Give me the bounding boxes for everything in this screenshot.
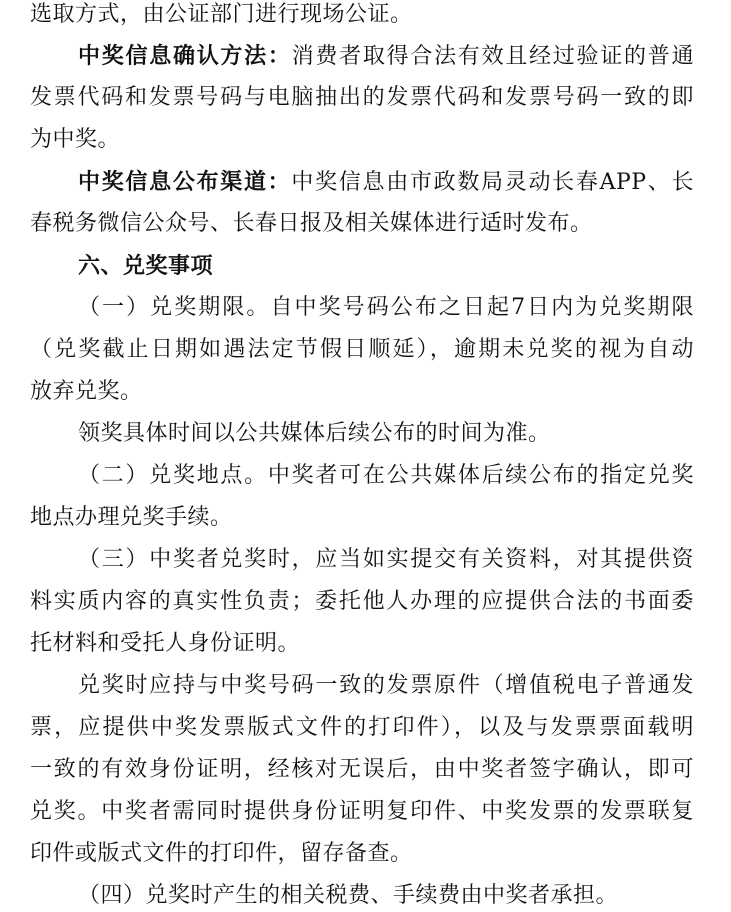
line-text: （三）中奖者兑奖时，应当如实提交有关资料，对其提供资 <box>78 547 694 572</box>
line-heading: 中奖信息确认方法： <box>78 43 292 69</box>
line-text: 料实质内容的真实性负责；委托他人办理的应提供合法的书面委 <box>30 589 694 614</box>
paragraph-line <box>78 883 694 909</box>
paragraph-line <box>30 379 694 405</box>
line-text: 兑奖时应持与中奖号码一致的发票原件（增值税电子普通发 <box>78 673 694 698</box>
paragraph-line <box>30 799 694 825</box>
paragraph-line <box>30 715 694 741</box>
paragraph-line <box>78 169 694 195</box>
line-text: （二）兑奖地点。中奖者可在公共媒体后续公布的指定兑奖 <box>78 463 694 488</box>
line-text: 一致的有效身份证明，经核对无误后，由中奖者签字确认，即可 <box>30 757 694 782</box>
line-text: （四）兑奖时产生的相关税费、手续费由中奖者承担。 <box>78 883 619 908</box>
paragraph-line <box>78 43 694 69</box>
paragraph-line <box>78 295 694 321</box>
paragraph-line <box>30 505 694 531</box>
paragraph-line <box>30 757 694 783</box>
line-text: （兑奖截止日期如遇法定节假日顺延），逾期未兑奖的视为自动 <box>30 337 694 362</box>
section-heading <box>78 253 694 279</box>
line-text: 选取方式，由公证部门进行现场公证。 <box>30 2 413 27</box>
line-text: 托材料和受托人身份证明。 <box>30 631 301 656</box>
paragraph-line <box>30 337 694 363</box>
line-text: 春税务微信公众号、长春日报及相关媒体进行适时发布。 <box>30 211 593 236</box>
paragraph-line <box>30 211 694 237</box>
paragraph-line <box>30 85 694 111</box>
paragraph-line <box>30 589 694 615</box>
line-text: 消费者取得合法有效且经过验证的普通 <box>291 44 694 69</box>
line-text: 放弃兑奖。 <box>30 379 143 404</box>
paragraph-line <box>78 547 694 573</box>
line-heading: 中奖信息公布渠道： <box>78 169 292 195</box>
line-text: 发票代码和发票号码与电脑抽出的发票代码和发票号码一致的即 <box>30 85 694 110</box>
line-text: 中奖信息由市政数局灵动长春APP、长 <box>291 170 694 195</box>
line-text: （一）兑奖期限。自中奖号码公布之日起7日内为兑奖期限 <box>78 295 694 320</box>
paragraph-line <box>30 127 694 153</box>
line-text: 地点办理兑奖手续。 <box>30 505 233 530</box>
line-text: 票，应提供中奖发票版式文件的打印件），以及与发票票面载明 <box>30 715 694 740</box>
line-text: 为中奖。 <box>30 127 121 152</box>
paragraph-line <box>78 673 694 699</box>
paragraph-line <box>30 841 694 867</box>
paragraph-line <box>30 631 694 657</box>
paragraph-line <box>30 2 694 28</box>
section-title: 六、兑奖事项 <box>78 253 214 279</box>
paragraph-line <box>78 421 694 447</box>
paragraph-line <box>78 463 694 489</box>
line-text: 印件或版式文件的打印件，留存备查。 <box>30 841 413 866</box>
line-text: 兑奖。中奖者需同时提供身份证明复印件、中奖发票的发票联复 <box>30 799 694 824</box>
line-text: 领奖具体时间以公共媒体后续公布的时间为准。 <box>78 421 551 446</box>
